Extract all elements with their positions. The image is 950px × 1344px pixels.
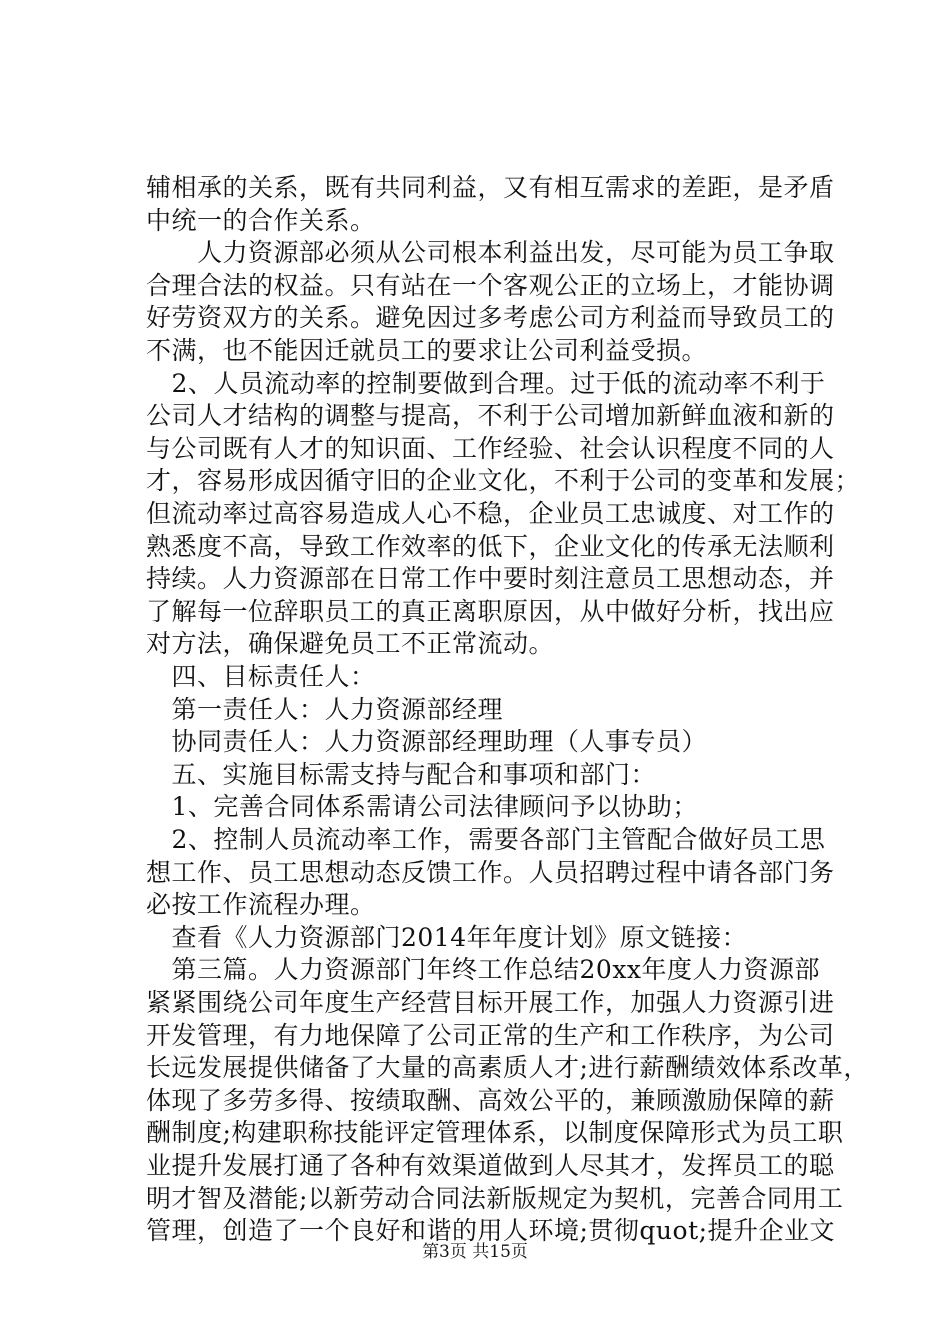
body-line: 想工作、员工思想动态反馈工作。人员招聘过程中请各部门务 — [146, 857, 835, 887]
body-line: 第三篇。人力资源部门年终工作总结20xx年度人力资源部 — [146, 955, 821, 985]
body-line: 持续。人力资源部在日常工作中要时刻注意员工思想动态，并 — [146, 564, 835, 594]
body-line: 不满，也不能因迁就员工的要求让公司利益受损。 — [146, 336, 708, 365]
body-line: 管理，创造了一个良好和谐的用人环境;贯彻quot;提升企业文 — [146, 1216, 836, 1246]
body-line: 紧紧围绕公司年度生产经营目标开展工作，加强人力资源引进 — [146, 988, 835, 1017]
body-line: 1、完善合同体系需请公司法律顾问予以协助； — [146, 792, 698, 822]
body-line: 与公司既有人才的知识面、工作经验、社会认识程度不同的人 — [146, 433, 835, 463]
body-line: 人力资源部必须从公司根本利益出发，尽可能为员工争取 — [146, 238, 835, 268]
section-heading: 五、实施目标需支持与配合和事项和部门： — [146, 759, 657, 789]
body-line: 才，容易形成因循守旧的企业文化，不利于公司的变革和发展； — [146, 466, 861, 496]
body-line: 2、人员流动率的控制要做到合理。过于低的流动率不利于 — [146, 368, 826, 398]
body-line: 酬制度;构建职称技能评定管理体系，以制度保障形式为员工职 — [146, 1118, 844, 1148]
body-line: 业提升发展打通了各种有效渠道做到人尽其才，发挥员工的聪 — [146, 1151, 835, 1180]
body-line: 协同责任人：人力资源部经理助理（人事专员） — [146, 727, 708, 757]
body-line: 必按工作流程办理。 — [146, 890, 376, 920]
body-line: 公司人才结构的调整与提高，不利于公司增加新鲜血液和新的 — [146, 401, 835, 431]
body-line: 开发管理，有力地保障了公司正常的生产和工作秩序，为公司 — [146, 1020, 835, 1050]
body-line: 但流动率过高容易造成人心不稳，企业员工忠诚度、对工作的 — [146, 499, 835, 528]
body-line: 了解每一位辞职员工的真正离职原因，从中做好分析，找出应 — [146, 596, 835, 626]
body-line: 长远发展提供储备了大量的高素质人才;进行薪酬绩效体系改革， — [146, 1053, 869, 1083]
body-line: 查看《人力资源部门2014年年度计划》原文链接： — [146, 922, 748, 952]
body-line: 中统一的合作关系。 — [146, 205, 376, 235]
section-heading: 四、目标责任人： — [146, 662, 376, 691]
page-number-footer: 第3页 共15页 — [422, 1242, 528, 1262]
body-line: 好劳资双方的关系。避免因过多考虑公司方利益而导致员工的 — [146, 303, 835, 333]
body-line: 明才智及潜能;以新劳动合同法新版规定为契机，完善合同用工 — [146, 1183, 844, 1213]
body-line: 对方法，确保避免员工不正常流动。 — [146, 629, 555, 659]
body-line: 熟悉度不高，导致工作效率的低下，企业文化的传承无法顺利 — [146, 531, 835, 561]
body-line: 辅相承的关系，既有共同利益，又有相互需求的差距，是矛盾 — [146, 173, 835, 202]
body-line: 体现了多劳多得、按绩取酬、高效公平的，兼顾激励保障的薪 — [146, 1085, 835, 1115]
body-line: 2、控制人员流动率工作，需要各部门主管配合做好员工思 — [146, 825, 826, 854]
body-line: 合理合法的权益。只有站在一个客观公正的立场上，才能协调 — [146, 270, 835, 300]
body-line: 第一责任人：人力资源部经理 — [146, 694, 504, 724]
